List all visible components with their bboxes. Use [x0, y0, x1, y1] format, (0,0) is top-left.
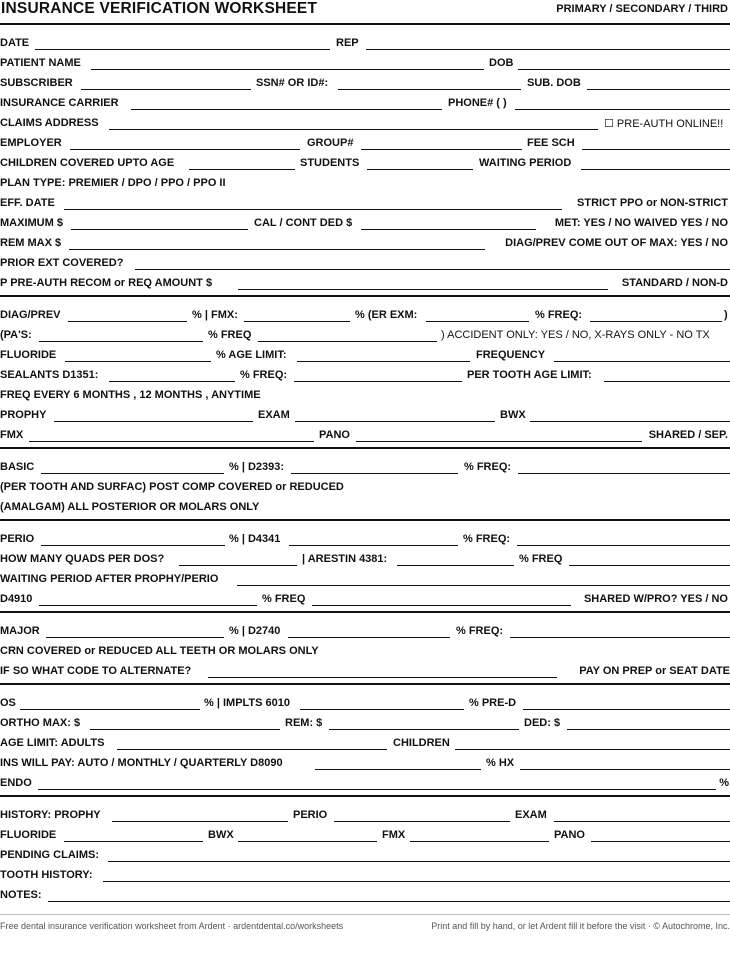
footer-divider	[0, 914, 730, 915]
waiting-after-field[interactable]	[237, 585, 730, 586]
row-if-so	[0, 662, 730, 682]
phone-field[interactable]	[515, 109, 730, 110]
crn-covered-label: CRN COVERED or REDUCED ALL TEETH OR MOLARS ONLY	[0, 645, 319, 657]
footer-left-text: Free dental insurance verification worksheet from Ardent · ardentdental.co/worksheets	[0, 921, 344, 931]
perio-field[interactable]	[41, 545, 225, 546]
waiting-period-label: WAITING PERIOD	[479, 157, 572, 169]
row-basic	[0, 458, 730, 478]
age-limit-adults-field[interactable]	[117, 749, 387, 750]
d2740-label: % | D2740	[229, 625, 281, 637]
exam-field[interactable]	[295, 421, 495, 422]
dob-label: DOB	[489, 57, 514, 69]
divider	[0, 23, 730, 25]
claims-address-label: CLAIMS ADDRESS	[0, 117, 99, 129]
row-tooth-history	[0, 866, 730, 886]
patient-name-field[interactable]	[91, 69, 484, 70]
history-bwx-label: BWX	[208, 829, 234, 841]
history-pano-field[interactable]	[591, 841, 730, 842]
fmx-field-2[interactable]	[29, 441, 314, 442]
rem-label: REM: $	[285, 717, 323, 729]
pre-d-field[interactable]	[523, 709, 730, 710]
row-freq-every	[0, 386, 730, 406]
notes-label: NOTES:	[0, 889, 42, 901]
age-limit-label: % AGE LIMIT:	[216, 349, 287, 361]
exam-label: EXAM	[258, 409, 290, 421]
frequency-field[interactable]	[554, 361, 730, 362]
rep-field[interactable]	[366, 49, 730, 50]
sub-dob-label: SUB. DOB	[527, 77, 581, 89]
os-label: OS	[0, 697, 16, 709]
subscriber-label: SUBSCRIBER	[0, 77, 73, 89]
fmx-pct-label: % | FMX:	[192, 309, 238, 321]
arestin-freq-label: % FREQ	[519, 553, 563, 565]
row-endo	[0, 774, 730, 794]
fluoride-label: FLUORIDE	[0, 349, 57, 361]
pre-auth-online-checkbox[interactable]: ☐ PRE-AUTH ONLINE!!	[604, 118, 724, 130]
ortho-max-field[interactable]	[90, 729, 280, 730]
rem-max-label: REM MAX $	[0, 237, 62, 249]
endo-pct-label: %	[719, 777, 729, 789]
basic-field[interactable]	[41, 473, 224, 474]
pano-label: PANO	[319, 429, 350, 441]
age-limit-field[interactable]	[297, 361, 470, 362]
freq-every-label: FREQ EVERY 6 MONTHS , 12 MONTHS , ANYTIME	[0, 389, 261, 401]
d4341-label: % | D4341	[229, 533, 281, 545]
row-amalgam	[0, 498, 730, 518]
implts-label: % | IMPLTS 6010	[204, 697, 291, 709]
row-per-tooth	[0, 478, 730, 498]
history-prophy-label: HISTORY: PROPHY	[0, 809, 101, 821]
divider	[0, 795, 730, 797]
prophy-label: PROPHY	[0, 409, 47, 421]
row-p-pre-auth	[0, 274, 730, 294]
arestin-field[interactable]	[397, 565, 514, 566]
children-covered-label: CHILDREN COVERED UPTO AGE	[0, 157, 175, 169]
basic-freq-label: % FREQ:	[464, 461, 512, 473]
per-tooth-age-label: PER TOOTH AGE LIMIT:	[467, 369, 592, 381]
ssn-label: SSN# OR ID#:	[256, 77, 329, 89]
history-fluoride-label: FLUORIDE	[0, 829, 57, 841]
pas-freq-label: % FREQ	[208, 329, 252, 341]
freq-label: % FREQ:	[535, 309, 583, 321]
sealants-freq-label: % FREQ:	[240, 369, 288, 381]
row-date	[0, 34, 730, 54]
pay-on-label: PAY ON PREP or SEAT DATE	[579, 665, 730, 677]
pas-freq-field[interactable]	[258, 341, 437, 342]
sealants-freq-field[interactable]	[294, 381, 462, 382]
maximum-label: MAXIMUM $	[0, 217, 63, 229]
fmx-field[interactable]	[244, 321, 350, 322]
row-waiting-after	[0, 570, 730, 590]
maximum-field[interactable]	[71, 229, 248, 230]
row-subscriber	[0, 74, 730, 94]
date-label: DATE	[0, 37, 30, 49]
if-so-field[interactable]	[208, 677, 557, 678]
shared-sep-label: SHARED / SEP.	[648, 429, 728, 441]
divider	[0, 683, 730, 685]
endo-field[interactable]	[38, 789, 716, 790]
worksheet-header	[0, 0, 730, 18]
employer-label: EMPLOYER	[0, 137, 62, 149]
insurance-carrier-label: INSURANCE CARRIER	[0, 97, 119, 109]
close-paren: )	[724, 309, 728, 321]
ins-will-pay-label: INS WILL PAY: AUTO / MONTHLY / QUARTERLY D8090	[0, 757, 283, 769]
subscriber-field[interactable]	[81, 89, 251, 90]
arestin-freq-field[interactable]	[569, 565, 730, 566]
diag-prev-field[interactable]	[68, 321, 187, 322]
er-exm-label: % (ER EXM:	[355, 309, 418, 321]
shared-wpro-label: SHARED W/PRO? YES / NO	[583, 593, 728, 605]
history-fluoride-field[interactable]	[64, 841, 203, 842]
rem-max-field[interactable]	[69, 249, 485, 250]
row-diag-prev	[0, 306, 730, 326]
students-field[interactable]	[367, 169, 473, 170]
divider	[0, 611, 730, 613]
coverage-order: PRIMARY / SECONDARY / THIRD	[556, 3, 728, 15]
per-tooth-surface-label: (PER TOOTH AND SURFAC) POST COMP COVERED or REDUCED	[0, 481, 344, 493]
ortho-max-label: ORTHO MAX: $	[0, 717, 81, 729]
hx-label: % HX	[486, 757, 515, 769]
sub-dob-field[interactable]	[587, 89, 730, 90]
students-label: STUDENTS	[300, 157, 360, 169]
bwx-field[interactable]	[530, 421, 730, 422]
row-plan-type	[0, 174, 730, 194]
phone-label: PHONE# ( )	[448, 97, 507, 109]
arestin-label: | ARESTIN 4381:	[302, 553, 388, 565]
row-eff-date	[0, 194, 730, 214]
history-fmx-label: FMX	[382, 829, 406, 841]
d4910-freq-field[interactable]	[312, 605, 571, 606]
ins-will-pay-field[interactable]	[315, 769, 481, 770]
row-ins-will-pay	[0, 754, 730, 774]
history-exam-field[interactable]	[554, 821, 730, 822]
employer-field[interactable]	[70, 149, 300, 150]
quads-label: HOW MANY QUADS PER DOS?	[0, 553, 165, 565]
implts-field[interactable]	[300, 709, 464, 710]
history-exam-label: EXAM	[515, 809, 547, 821]
pas-field[interactable]	[39, 341, 203, 342]
ded-label: DED: $	[524, 717, 561, 729]
prophy-field[interactable]	[54, 421, 253, 422]
p-pre-auth-label: P PRE-AUTH RECOM or REQ AMOUNT $	[0, 277, 213, 289]
major-field[interactable]	[46, 637, 224, 638]
perio-freq-label: % FREQ:	[463, 533, 511, 545]
sealants-field[interactable]	[109, 381, 235, 382]
tooth-history-label: TOOTH HISTORY:	[0, 869, 93, 881]
row-employer	[0, 134, 730, 154]
row-pending-claims	[0, 846, 730, 866]
ded-field[interactable]	[567, 729, 730, 730]
cal-cont-ded-label: CAL / CONT DED $	[254, 217, 353, 229]
group-field[interactable]	[361, 149, 522, 150]
divider	[0, 295, 730, 297]
bwx-label: BWX	[500, 409, 526, 421]
d4910-label: D4910	[0, 593, 33, 605]
waiting-period-field[interactable]	[581, 169, 730, 170]
p-pre-auth-field[interactable]	[238, 289, 608, 290]
d4910-field[interactable]	[39, 605, 257, 606]
major-freq-field[interactable]	[510, 637, 730, 638]
amalgam-label: (AMALGAM) ALL POSTERIOR OR MOLARS ONLY	[0, 501, 260, 513]
eff-date-field[interactable]	[64, 209, 562, 210]
row-sealants	[0, 366, 730, 386]
children-label: CHILDREN	[393, 737, 450, 749]
row-age-limit	[0, 734, 730, 754]
row-claims-address	[0, 114, 730, 134]
claims-address-field[interactable]	[109, 129, 598, 130]
per-tooth-age-field[interactable]	[604, 381, 730, 382]
ssn-field[interactable]	[338, 89, 521, 90]
row-crn	[0, 642, 730, 662]
history-perio-field[interactable]	[334, 821, 510, 822]
prior-ext-label: PRIOR EXT COVERED?	[0, 257, 124, 269]
major-freq-label: % FREQ:	[456, 625, 504, 637]
pending-claims-field[interactable]	[108, 861, 730, 862]
row-ortho	[0, 714, 730, 734]
row-pas	[0, 326, 730, 346]
row-rem-max	[0, 234, 730, 254]
diag-prev-max-label: DIAG/PREV COME OUT OF MAX: YES / NO	[505, 237, 728, 249]
if-so-label: IF SO WHAT CODE TO ALTERNATE?	[0, 665, 192, 677]
row-fmx	[0, 426, 730, 446]
row-children	[0, 154, 730, 174]
insurance-carrier-field[interactable]	[131, 109, 442, 110]
row-os	[0, 694, 730, 714]
row-patient	[0, 54, 730, 74]
hx-field[interactable]	[520, 769, 730, 770]
row-quads	[0, 550, 730, 570]
cal-cont-ded-field[interactable]	[361, 229, 536, 230]
dob-field[interactable]	[518, 69, 730, 70]
waiting-after-label: WAITING PERIOD AFTER PROPHY/PERIO	[0, 573, 219, 585]
basic-label: BASIC	[0, 461, 35, 473]
rem-field[interactable]	[329, 729, 519, 730]
major-label: MAJOR	[0, 625, 40, 637]
fee-sch-label: FEE SCH	[527, 137, 575, 149]
row-maximum	[0, 214, 730, 234]
eff-date-label: EFF. DATE	[0, 197, 55, 209]
history-pano-label: PANO	[554, 829, 585, 841]
met-waived-label: MET: YES / NO WAIVED YES / NO	[554, 217, 728, 229]
d2393-label: % | D2393:	[229, 461, 285, 473]
er-exm-field[interactable]	[426, 321, 529, 322]
date-field[interactable]	[35, 49, 330, 50]
os-field[interactable]	[20, 709, 200, 710]
pre-d-label: % PRE-D	[469, 697, 517, 709]
row-history-2	[0, 826, 730, 846]
tooth-history-field[interactable]	[103, 881, 730, 882]
d2740-field[interactable]	[288, 637, 450, 638]
d4341-field[interactable]	[289, 545, 458, 546]
row-prior-ext	[0, 254, 730, 274]
rep-label: REP	[336, 37, 359, 49]
quads-field[interactable]	[179, 565, 297, 566]
row-major	[0, 622, 730, 642]
group-label: GROUP#	[307, 137, 354, 149]
freq-field[interactable]	[590, 321, 722, 322]
endo-label: ENDO	[0, 777, 32, 789]
pending-claims-label: PENDING CLAIMS:	[0, 849, 99, 861]
plan-type-label: PLAN TYPE: PREMIER / DPO / PPO / PPO II	[0, 177, 226, 189]
row-notes	[0, 886, 730, 906]
row-perio	[0, 530, 730, 550]
history-fmx-field[interactable]	[410, 841, 549, 842]
footer-right-text: Print and fill by hand, or let Ardent fill it before the visit · © Autochrome, Inc.	[431, 921, 730, 931]
d4910-freq-label: % FREQ	[262, 593, 306, 605]
row-d4910	[0, 590, 730, 610]
notes-field[interactable]	[48, 901, 730, 902]
fmx-label: FMX	[0, 429, 24, 441]
history-prophy-field[interactable]	[112, 821, 288, 822]
patient-name-label: PATIENT NAME	[0, 57, 81, 69]
divider	[0, 519, 730, 521]
frequency-label: FREQUENCY	[476, 349, 546, 361]
pano-field[interactable]	[356, 441, 642, 442]
fluoride-field[interactable]	[65, 361, 211, 362]
standard-non-d-label: STANDARD / NON-D	[621, 277, 728, 289]
history-perio-label: PERIO	[293, 809, 328, 821]
accident-only-label: ) ACCIDENT ONLY: YES / NO, X-RAYS ONLY - NO TX	[441, 329, 710, 341]
strict-ppo-label: STRICT PPO or NON-STRICT	[577, 197, 728, 209]
history-bwx-field[interactable]	[238, 841, 377, 842]
fee-sch-field[interactable]	[582, 149, 730, 150]
d2393-field[interactable]	[291, 473, 458, 474]
prior-ext-field[interactable]	[135, 269, 730, 270]
row-carrier	[0, 94, 730, 114]
pas-label: (PA'S:	[0, 329, 32, 341]
row-fluoride	[0, 346, 730, 366]
perio-label: PERIO	[0, 533, 35, 545]
row-prophy	[0, 406, 730, 426]
children-field[interactable]	[455, 749, 730, 750]
divider	[0, 447, 730, 449]
diag-prev-label: DIAG/PREV	[0, 309, 61, 321]
age-limit-adults-label: AGE LIMIT: ADULTS	[0, 737, 105, 749]
row-history	[0, 806, 730, 826]
perio-freq-field[interactable]	[517, 545, 730, 546]
worksheet-title: INSURANCE VERIFICATION WORKSHEET	[1, 0, 318, 17]
basic-freq-field[interactable]	[518, 473, 730, 474]
sealants-label: SEALANTS D1351:	[0, 369, 99, 381]
children-covered-field[interactable]	[189, 169, 295, 170]
